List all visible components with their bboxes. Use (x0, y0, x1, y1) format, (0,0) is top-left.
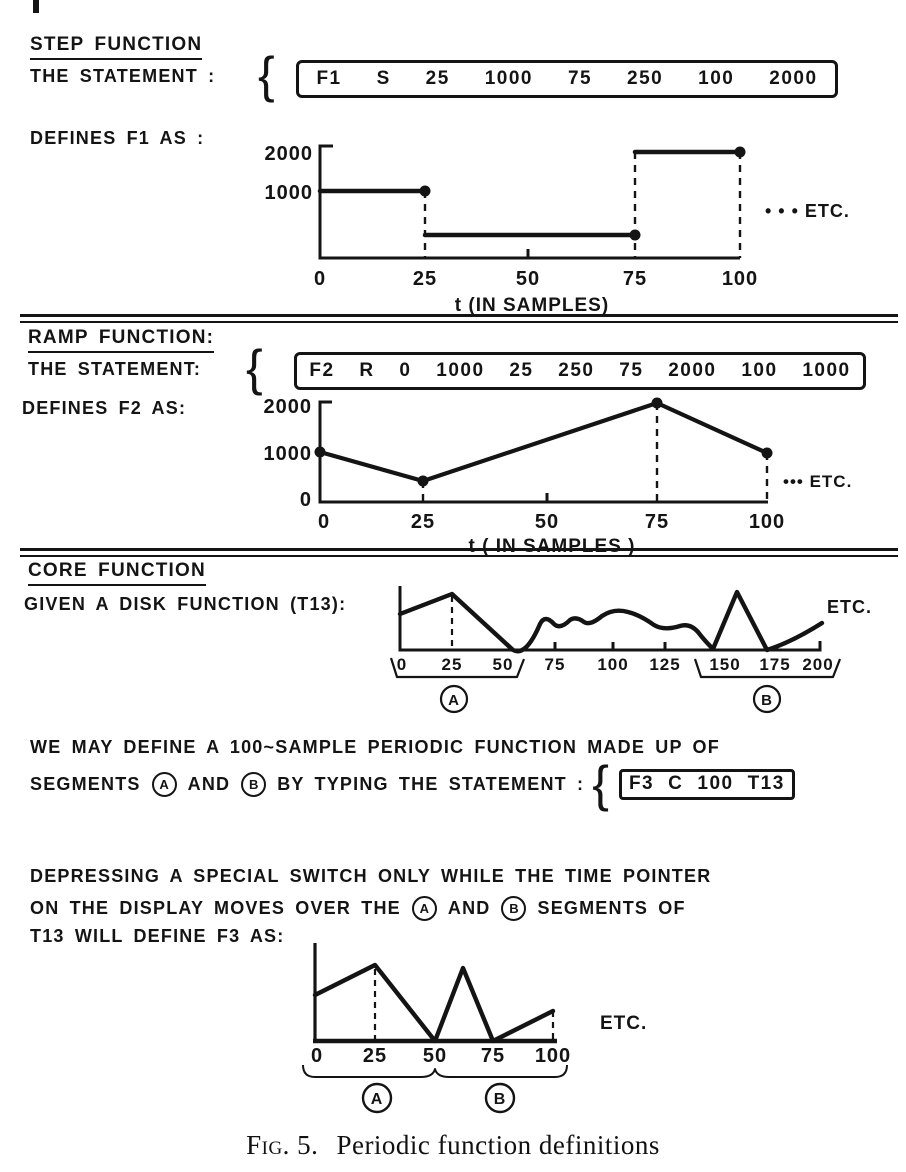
statement-paragraph-text: AND (187, 773, 231, 794)
statement-token: F3 (628, 772, 655, 794)
ramp-function-plot (140, 390, 885, 560)
ramp-xtick: 25 (410, 511, 436, 533)
statement-token: 2000 (769, 68, 818, 89)
ramp-ytick: 0 (299, 489, 312, 511)
ramp-point-100 (762, 448, 773, 459)
switch-paragraph-line1: DEPRESSING A SPECIAL SWITCH ONLY WHILE THE TIME POINTER (30, 866, 712, 886)
ramp-statement-brace: { (246, 340, 263, 396)
ramp-statement-label: THE STATEMENT: (28, 359, 202, 379)
ramp-point-25 (418, 476, 429, 487)
step-point-100 (735, 147, 746, 158)
figure-caption (0, 1130, 906, 1161)
segment-a-badge: A (412, 896, 437, 921)
core-xtick: 175 (759, 655, 791, 674)
statement-token: C (668, 772, 684, 794)
statement-token: 100 (741, 360, 778, 381)
statement-token: 75 (619, 360, 644, 381)
step-xtick: 0 (313, 268, 327, 290)
core-plot-axes (400, 586, 820, 650)
statement-token: 25 (509, 360, 534, 381)
figure-caption-text: Periodic function definitions (336, 1130, 660, 1160)
ramp-ytick: 2000 (263, 396, 312, 418)
core-segment-b-letter: B (761, 692, 773, 709)
core-segment-a-letter: A (448, 692, 460, 709)
step-statement-label: THE STATEMENT : (30, 66, 216, 86)
core-etc-label: ETC. (827, 597, 873, 617)
f3-etc-label: ETC. (600, 1013, 648, 1034)
switch-paragraph-text: ON THE DISPLAY MOVES OVER THE (30, 898, 401, 918)
step-xaxis-label: t (IN SAMPLES) (454, 295, 610, 316)
ramp-xtick: 75 (644, 511, 670, 533)
core-xtick: 125 (649, 655, 681, 674)
core-xtick: 150 (709, 655, 741, 674)
step-plot-axes (320, 146, 740, 258)
core-function-plot (390, 580, 895, 722)
f3-segment-b-letter: B (493, 1091, 507, 1108)
statement-paragraph-text: BY TYPING THE STATEMENT : (277, 773, 585, 794)
core-given-label: GIVEN A DISK FUNCTION (T13): (24, 594, 347, 614)
section-divider (20, 548, 898, 557)
switch-paragraph-line2 (30, 896, 686, 921)
statement-token: 250 (558, 360, 595, 381)
core-xtick: 0 (396, 655, 408, 674)
statement-token: 2000 (668, 360, 717, 381)
statement-token: R (359, 360, 375, 381)
statement-paragraph-text: SEGMENTS (30, 773, 141, 794)
switch-paragraph-text: SEGMENTS OF (537, 898, 686, 918)
f3-curve (315, 965, 553, 1041)
switch-paragraph-line3: T13 WILL DEFINE F3 AS: (30, 926, 285, 946)
ramp-defines-label: DEFINES F2 AS: (22, 398, 187, 418)
statement-token: T13 (747, 772, 785, 794)
scan-artifact-mark (33, 0, 39, 13)
ramp-ytick: 1000 (263, 443, 312, 465)
statement-token: 25 (425, 68, 450, 89)
ramp-xaxis-label: t ( IN SAMPLES ) (468, 536, 636, 557)
statement-token: 0 (399, 360, 412, 381)
statement-token: S (376, 68, 391, 89)
section-divider (20, 314, 898, 323)
ramp-curve (320, 403, 767, 481)
step-ytick: 1000 (264, 182, 313, 204)
statement-paragraph-line2 (30, 756, 795, 812)
switch-paragraph-text: AND (447, 898, 491, 918)
segment-b-badge: B (501, 896, 526, 921)
core-xtick: 100 (597, 655, 629, 674)
step-section-title: STEP FUNCTION (30, 34, 202, 60)
statement-paragraph-line1: WE MAY DEFINE A 100~SAMPLE PERIODIC FUNCTION MADE UP OF (30, 737, 720, 757)
core-freehand-curve (400, 592, 822, 651)
step-xtick: 25 (412, 268, 438, 290)
ramp-xtick: 100 (748, 511, 786, 533)
step-etc-label: • • • ETC. (765, 201, 850, 221)
statement-token: 75 (567, 68, 593, 89)
f3-xtick: 50 (422, 1045, 448, 1067)
f3-xtick: 100 (534, 1045, 572, 1067)
core-section-title: CORE FUNCTION (28, 560, 206, 586)
statement-token: F1 (316, 68, 342, 89)
f3-xtick: 75 (480, 1045, 506, 1067)
f3-statement-box (619, 769, 795, 800)
core-xtick: 50 (492, 655, 514, 674)
segment-a-badge: A (152, 772, 177, 797)
statement-token: 1000 (436, 360, 485, 381)
step-defines-label: DEFINES F1 AS : (30, 128, 205, 148)
ramp-point-0 (315, 447, 326, 458)
f3-function-plot (280, 933, 710, 1125)
statement-token: 1000 (484, 68, 534, 89)
core-xtick: 25 (441, 655, 463, 674)
core-xtick: 200 (802, 655, 834, 674)
step-point-75 (630, 230, 641, 241)
core-xtick: 75 (544, 655, 566, 674)
statement-token: F2 (309, 360, 335, 381)
statement-token: 1000 (802, 360, 851, 381)
ramp-section-title: RAMP FUNCTION: (28, 327, 214, 353)
figure-caption-label: Fig. 5. (246, 1130, 319, 1160)
step-xtick: 100 (721, 268, 759, 290)
statement-token: 250 (627, 68, 664, 89)
statement-token: 100 (697, 772, 734, 794)
f3-segment-a-letter: A (370, 1091, 384, 1108)
ramp-statement-box (294, 352, 866, 390)
ramp-etc-label: ••• ETC. (783, 472, 853, 491)
segment-b-badge: B (241, 772, 266, 797)
ramp-xtick: 0 (317, 511, 331, 533)
step-statement-box (296, 60, 838, 98)
f3-xtick: 25 (362, 1045, 388, 1067)
statement-token: 100 (698, 68, 735, 89)
step-statement-brace: { (258, 47, 275, 103)
ramp-point-75 (652, 398, 663, 409)
step-xtick: 75 (622, 268, 648, 290)
step-function-plot (240, 133, 880, 320)
f3-xtick: 0 (310, 1045, 324, 1067)
step-xtick: 50 (515, 268, 541, 290)
ramp-xtick: 50 (534, 511, 560, 533)
ramp-plot-axes (320, 402, 768, 502)
f3-statement-brace: { (592, 756, 609, 812)
step-point-25 (420, 186, 431, 197)
step-ytick: 2000 (264, 143, 313, 165)
